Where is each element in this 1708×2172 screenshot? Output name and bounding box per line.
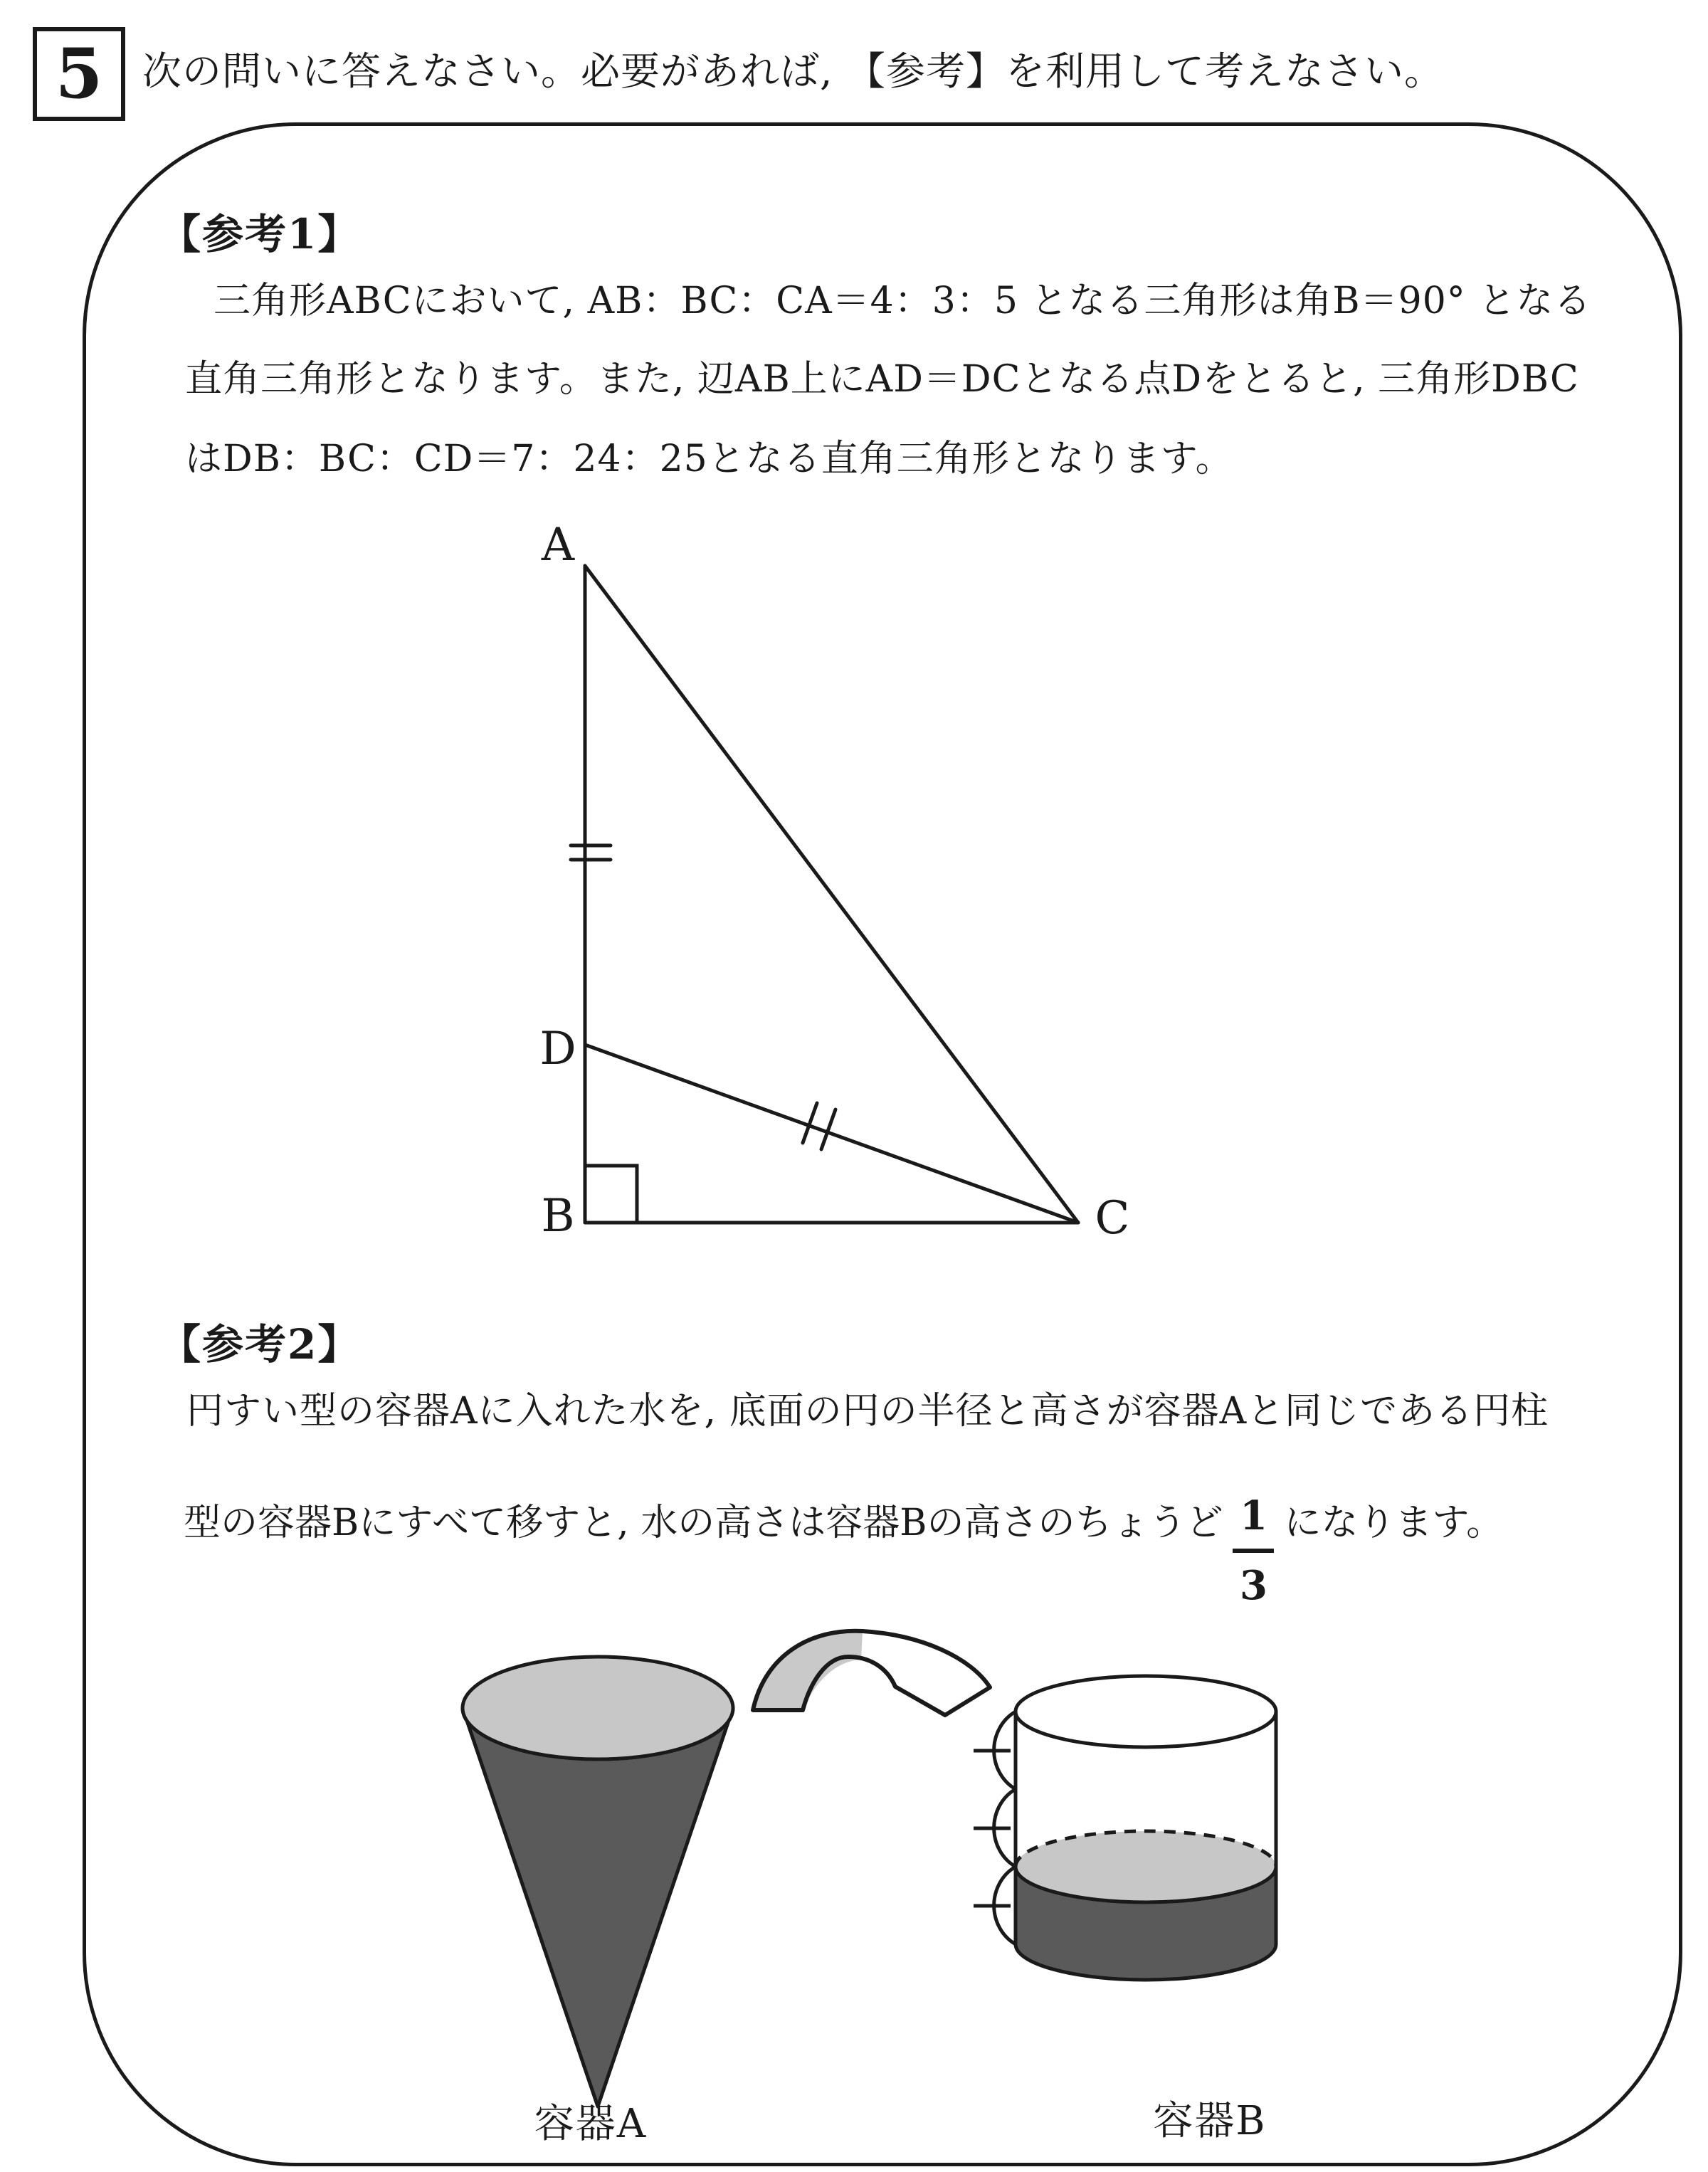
- cone-top-surface: [463, 1657, 733, 1759]
- right-angle-mark: [585, 1166, 637, 1223]
- triangle-figure: [470, 512, 1217, 1295]
- vertex-label-d: D: [539, 1023, 576, 1075]
- fraction-denominator: 3: [1239, 1562, 1267, 1609]
- cylinder-figure: [968, 1658, 1302, 2028]
- cone-figure: [441, 1630, 769, 2142]
- reference2-text-after-fraction: になります。: [1284, 1502, 1504, 1544]
- cone-body-water: [463, 1708, 733, 2107]
- reference2-text-before-fraction: 型の容器Bにすべて移すと, 水の高さは容器Bの高さのちょうど: [184, 1502, 1223, 1544]
- vertex-label-c: C: [1095, 1192, 1130, 1245]
- fraction-one-third: [1233, 1483, 1274, 1618]
- reference1-text-line-2: 直角三角形となります。また, 辺AB上にAD＝DCとなる点Dをとると, 三角形DBC: [185, 358, 1579, 401]
- cylinder-top-opening: [1016, 1676, 1276, 1747]
- problem-statement: 次の問いに答えなさい。必要があれば, 【参考】を利用して考えなさい。: [142, 48, 1444, 94]
- problem-number: 5: [55, 33, 103, 114]
- reference2-text-line-2: [184, 1494, 1503, 1630]
- segment-dc: [585, 1045, 1078, 1223]
- vertex-label-b: B: [541, 1190, 575, 1243]
- container-a-label: 容器A: [534, 2101, 648, 2147]
- reference2-heading: 【参考2】: [159, 1320, 361, 1369]
- reference1-text-line-3: はDB：BC：CD＝7：24：25となる直角三角形となります。: [185, 438, 1233, 480]
- fraction-numerator: 1: [1239, 1492, 1267, 1539]
- container-b-label: 容器B: [1153, 2098, 1267, 2144]
- reference1-heading: 【参考1】: [159, 210, 361, 258]
- problem-number-box: [33, 27, 125, 121]
- reference2-text-line-1: 円すい型の容器Aに入れた水を, 底面の円の半径と高さが容器Aと同じである円柱: [186, 1390, 1549, 1433]
- reference1-text-line-1: 三角形ABCにおいて, AB：BC：CA＝4：3：5 となる三角形は角B＝90° となる: [214, 280, 1592, 322]
- vertex-label-a: A: [541, 519, 575, 571]
